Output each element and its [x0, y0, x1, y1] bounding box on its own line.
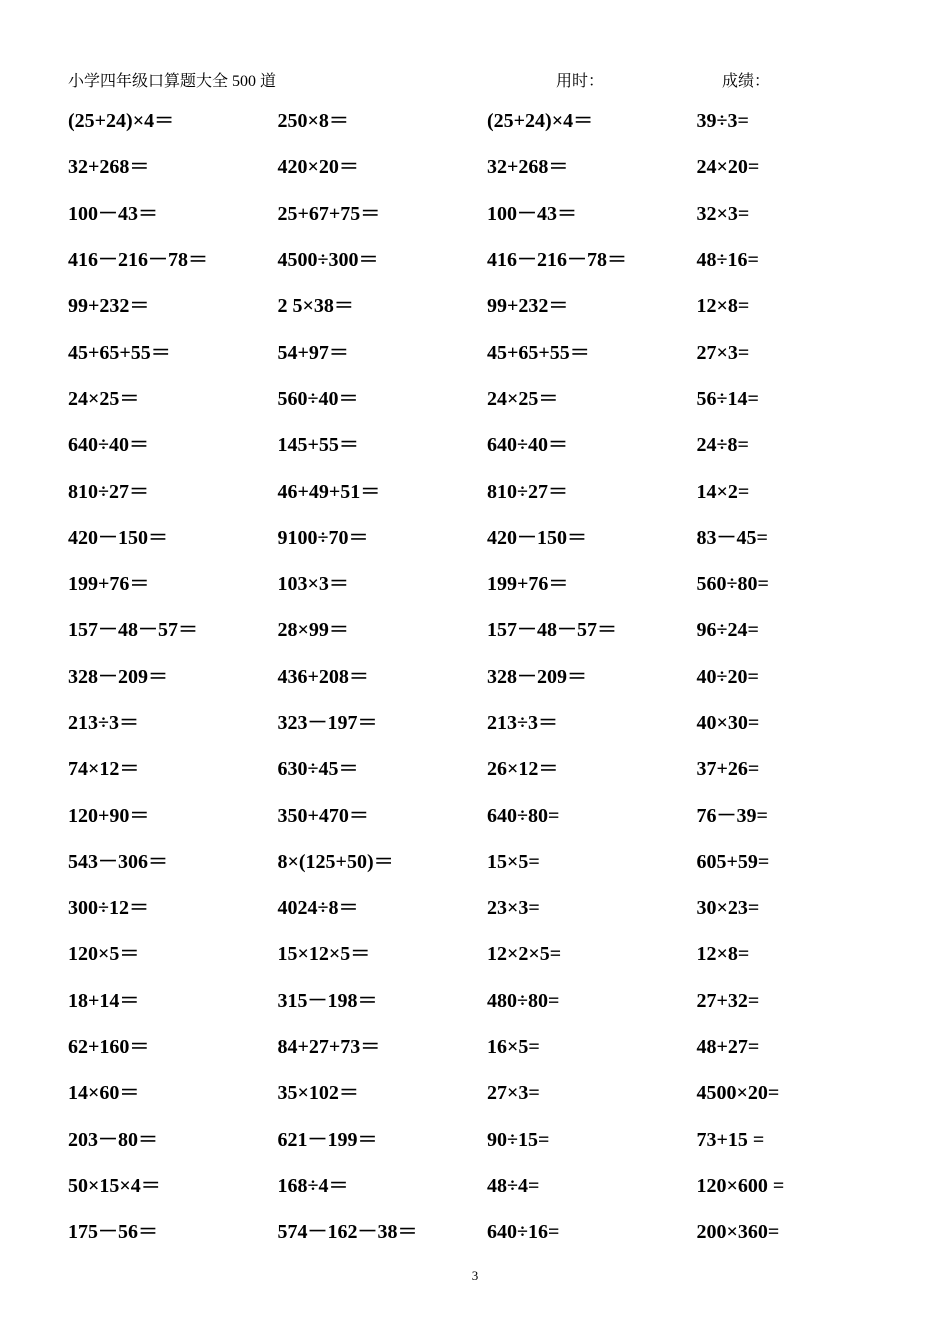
problem-row	[68, 468, 908, 514]
problem-item: 621－199＝	[277, 1128, 378, 1151]
problem-item: 24×25＝	[68, 387, 140, 410]
problem-item: 23×3=	[487, 897, 540, 920]
problem-item: 99+232＝	[487, 295, 569, 318]
problem-item: 420－150＝	[487, 526, 587, 549]
problem-item: 315－198＝	[277, 989, 378, 1012]
page-number: 3	[471, 1268, 479, 1283]
problem-item: 630÷45＝	[277, 758, 359, 781]
problem-row	[68, 700, 908, 746]
problem-item: 328－209＝	[487, 665, 587, 688]
problem-row	[68, 283, 908, 329]
problem-item: 96÷24=	[696, 619, 759, 642]
problem-item: 40÷20=	[696, 665, 759, 688]
problem-item: 24×25＝	[487, 387, 559, 410]
problem-row	[68, 376, 908, 422]
problem-item: 48÷4=	[487, 1174, 540, 1197]
problem-item: 328－209＝	[68, 665, 168, 688]
problem-item: 27+32=	[696, 989, 760, 1012]
problem-row	[68, 885, 908, 931]
problem-item: 15×12×5＝	[277, 943, 371, 966]
problem-item: 54+97＝	[277, 341, 349, 364]
problem-item: 103×3＝	[277, 573, 349, 596]
problem-row	[68, 792, 908, 838]
problem-grid	[68, 98, 908, 1255]
problem-item: 26×12＝	[487, 758, 559, 781]
problem-item: 74×12＝	[68, 758, 140, 781]
problem-row	[68, 144, 908, 190]
problem-row	[68, 839, 908, 885]
problem-item: 323－197＝	[277, 712, 378, 734]
problem-item: 100－43＝	[487, 202, 577, 225]
problem-row	[68, 1024, 908, 1070]
problem-item: 300÷12＝	[68, 897, 149, 920]
problem-item: 27×3=	[487, 1082, 540, 1105]
worksheet-header	[68, 68, 888, 92]
problem-item: 157－48－57＝	[68, 619, 198, 642]
problem-item: 605+59=	[696, 850, 770, 873]
problem-row	[68, 515, 908, 561]
problem-row	[68, 607, 908, 653]
problem-item: 35×102＝	[277, 1082, 359, 1105]
problem-item: 175－56＝	[68, 1221, 158, 1244]
problem-item: 120×600 =	[696, 1174, 785, 1197]
problem-row	[68, 191, 908, 237]
problem-item: 83－45=	[696, 526, 768, 549]
problem-row	[68, 1209, 908, 1255]
problem-row	[68, 1070, 908, 1116]
problem-item: 45+65+55＝	[487, 341, 590, 364]
problem-item: 37+26=	[696, 758, 760, 781]
problem-item: 14×2=	[696, 480, 750, 503]
problem-item: 810÷27＝	[68, 480, 149, 503]
problem-item: 560÷40＝	[277, 387, 359, 410]
problem-item: (25+24)×4＝	[68, 110, 175, 133]
problem-item: 203－80＝	[68, 1128, 158, 1151]
problem-item: 50×15×4＝	[68, 1174, 161, 1197]
problem-item: 32+268＝	[487, 156, 569, 179]
problem-item: 39÷3=	[696, 110, 749, 133]
problem-row	[68, 422, 908, 468]
problem-row	[68, 98, 908, 144]
problem-row	[68, 931, 908, 977]
problem-item: 28×99＝	[277, 619, 349, 642]
problem-item: 4500×20=	[696, 1082, 780, 1105]
problem-item: 56÷14=	[696, 387, 759, 410]
problem-item: 4500÷300＝	[277, 249, 379, 272]
problem-item: 15×5=	[487, 850, 540, 873]
problem-item: 24×20=	[696, 156, 760, 179]
problem-item: 32+268＝	[68, 156, 150, 179]
problem-item: 32×3=	[696, 202, 750, 225]
problem-item: 9100÷70＝	[277, 526, 369, 549]
problem-row	[68, 237, 908, 283]
problem-row	[68, 1117, 908, 1163]
problem-row	[68, 561, 908, 607]
problem-item: 18+14＝	[68, 989, 140, 1012]
problem-item: 640÷40＝	[487, 434, 568, 457]
problem-item: 416－216－78＝	[487, 249, 627, 272]
problem-item: 157－48－57＝	[487, 619, 617, 642]
problem-item: 2 5×38＝	[277, 295, 354, 318]
problem-item: 27×3=	[696, 341, 750, 364]
problem-item: 14×60＝	[68, 1082, 140, 1105]
problem-item: 16×5=	[487, 1036, 540, 1059]
problem-item: 62+160＝	[68, 1036, 150, 1059]
problem-item: 120×5＝	[68, 943, 140, 966]
time-label: 用时：	[556, 73, 605, 90]
problem-item: 640÷40＝	[68, 434, 149, 457]
problem-item: 350+470＝	[277, 804, 369, 827]
problem-item: 76－39=	[696, 804, 768, 827]
problem-item: 120+90＝	[68, 804, 150, 827]
problem-item: 416－216－78＝	[68, 249, 208, 272]
problem-row	[68, 746, 908, 792]
problem-item: 8×(125+50)＝	[277, 850, 394, 873]
problem-item: 436+208＝	[277, 665, 369, 688]
problem-row	[68, 978, 908, 1024]
problem-item: 200×360=	[696, 1221, 780, 1244]
problem-item: 84+27+73＝	[277, 1036, 381, 1059]
problem-item: 99+232＝	[68, 295, 150, 318]
problem-item: 12×8=	[696, 295, 750, 318]
problem-item: 30×23=	[696, 897, 760, 920]
problem-item: 90÷15=	[487, 1128, 550, 1151]
problem-item: 145+55＝	[277, 434, 359, 457]
problem-item: 46+49+51＝	[277, 480, 381, 503]
problem-item: 73+15 =	[696, 1128, 765, 1151]
problem-item: 45+65+55＝	[68, 341, 171, 364]
problem-item: 420×20＝	[277, 156, 359, 179]
problem-item: 12×8=	[696, 943, 750, 966]
problem-item: 420－150＝	[68, 526, 168, 549]
problem-item: 199+76＝	[68, 573, 150, 596]
problem-item: 213÷3＝	[487, 712, 558, 734]
problem-item: 213÷3＝	[68, 712, 139, 734]
problem-item: 574－162－38＝	[277, 1221, 418, 1244]
problem-item: 48÷16=	[696, 249, 759, 272]
problem-item: 640÷80=	[487, 804, 560, 827]
problem-item: 12×2×5=	[487, 943, 562, 966]
problem-item: 48+27=	[696, 1036, 760, 1059]
problem-item: (25+24)×4＝	[487, 110, 594, 133]
problem-item: 25+67+75＝	[277, 202, 381, 225]
problem-row	[68, 654, 908, 700]
problem-item: 168÷4＝	[277, 1174, 349, 1197]
problem-item: 40×30=	[696, 712, 760, 734]
problem-item: 480÷80=	[487, 989, 560, 1012]
problem-item: 543－306＝	[68, 850, 168, 873]
problem-item: 250×8＝	[277, 110, 349, 133]
problem-row	[68, 1163, 908, 1209]
problem-item: 100－43＝	[68, 202, 158, 225]
problem-item: 199+76＝	[487, 573, 569, 596]
problem-item: 560÷80=	[696, 573, 769, 596]
problem-item: 4024÷8＝	[277, 897, 359, 920]
problem-item: 640÷16=	[487, 1221, 560, 1244]
problem-item: 810÷27＝	[487, 480, 568, 503]
problem-item: 24÷8=	[696, 434, 749, 457]
problem-row	[68, 329, 908, 375]
score-label: 成绩：	[722, 73, 771, 90]
worksheet-title: 小学四年级口算题大全 500 道	[68, 73, 277, 90]
